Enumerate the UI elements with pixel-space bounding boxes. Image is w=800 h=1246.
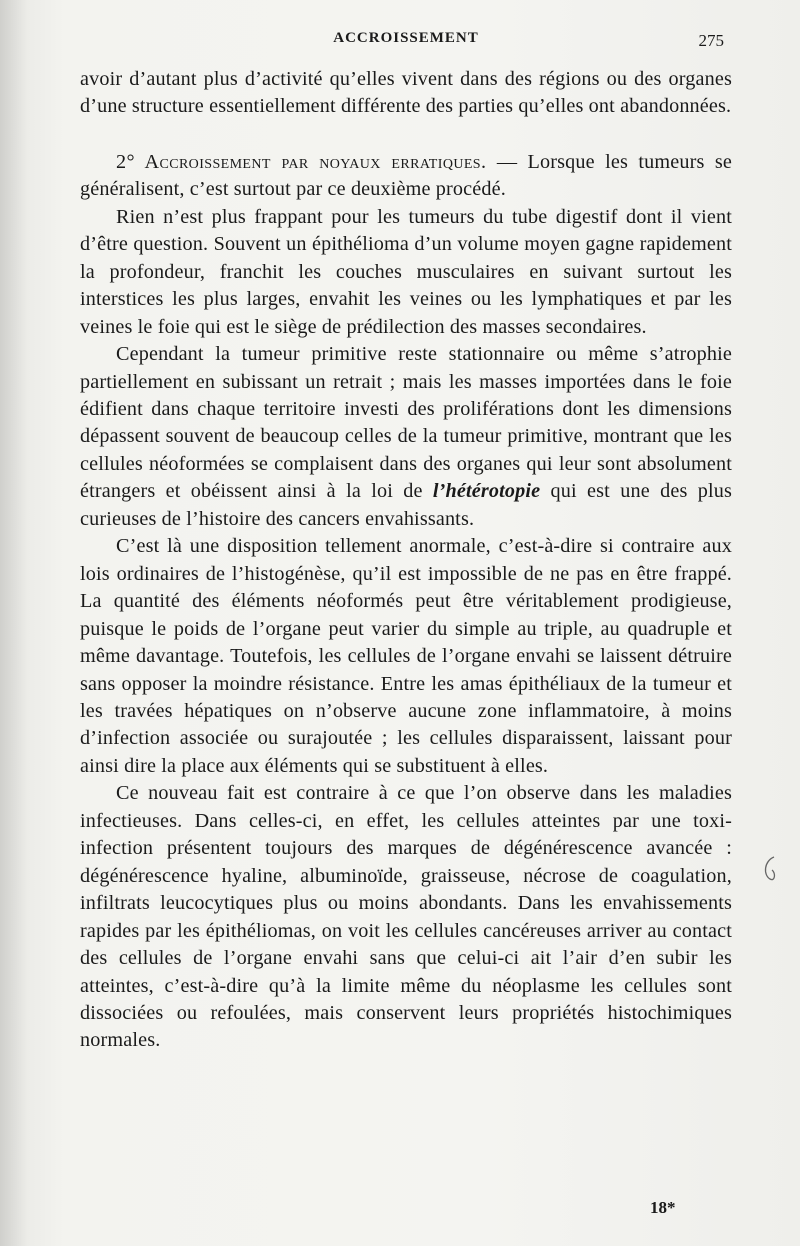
running-head bbox=[80, 30, 732, 52]
paragraph: C’est là une disposition tellement anormale, c’est-à-dire si contraire aux lois ordinaires de l’histogénèse, qu’il est impossible de ne pas en être frappé. La quantité des éléments néoformés peut être véritablement prodigieuse, puisque le poids de l’organe peut varier du simple au triple, au quadruple et même davantage. Toutefois, les cellules de l’organe envahi se laissent détruire sans opposer la moindre résistance. Entre les amas épithéliaux de la tumeur et les travées hépatiques on n’observe aucune zone inflammatoire, à moins d’infection associée ou surajoutée ; les cellules disparaissent, laissant pour ainsi dire la place aux éléments qui se substituent à elles. bbox=[80, 535, 732, 777]
pencil-mark-icon bbox=[760, 855, 782, 889]
section-gap bbox=[80, 121, 732, 149]
paragraph-text: Cependant la tumeur primitive reste stationnaire ou même s’atrophie partiellement en subissant un retrait ; mais les masses importées dans le foie édifient dans chaque territoire investi des proliférations dont les dimensions dépassent souvent de beaucoup celles de la tumeur primitive, montrant que les cellules néoformées se complaisent dans des organes qui leur sont absolument étrangers et obéissent ainsi à la loi de bbox=[80, 343, 732, 503]
section-heading-text: — Lorsque les tumeurs se généralisent, c’est surtout par ce deuxième procédé. bbox=[80, 150, 733, 201]
paragraph-text: qui est une des plus curieuses de l’histoire des cancers envahissants. bbox=[80, 480, 732, 530]
signature-mark: 18* bbox=[650, 1198, 676, 1217]
section-paragraph bbox=[80, 149, 732, 204]
paragraph: Ce nouveau fait est contraire à ce que l’on observe dans les maladies infectieuses. Dans celles-ci, en effet, les cellules atteintes par une toxi-infection présentent toujours des marques de dégénérescence avancée : dégénérescence hyaline, albuminoïde, graisseuse, nécrose de coagulation, infiltrats leucocytiques plus ou moins abondants. Dans les envahissements rapides par les épithéliomas, on voit les cellules cancéreuses arriver au contact des cellules de l’organe envahi sans que celui-ci ait l’air d’en subir les atteintes, c’est-à-dire qu’à la limite même du néoplasme les cellules sont dissociées ou refoulées, mais conservent leurs propriétés histochimiques normales. bbox=[80, 782, 732, 1052]
running-title: ACCROISSEMENT bbox=[333, 30, 479, 46]
section-heading: 2° Accroissement par noyaux erratiques. bbox=[116, 150, 487, 173]
binding-shadow bbox=[0, 0, 28, 1246]
paragraph: Rien n’est plus frappant pour les tumeurs du tube digestif dont il vient d’être question. Souvent un épithélioma d’un volume moyen gagne rapidement la profondeur, franchit les couches musculaires en suivant surtout les interstices les plus larges, envahit les veines ou les lymphatiques et par les veines le foie qui est le siège de prédilection des masses secondaires. bbox=[80, 205, 732, 338]
paragraph bbox=[80, 341, 732, 533]
body-text bbox=[80, 66, 732, 1055]
page-number: 275 bbox=[698, 31, 724, 50]
paragraph-continuation: avoir d’autant plus d’activité qu’elles vivent dans des régions ou des organes d’une structure essentiellement différente des parties qu’elles ont abandonnées. bbox=[80, 68, 732, 118]
emphasized-term: l’hétérotopie bbox=[432, 480, 541, 503]
